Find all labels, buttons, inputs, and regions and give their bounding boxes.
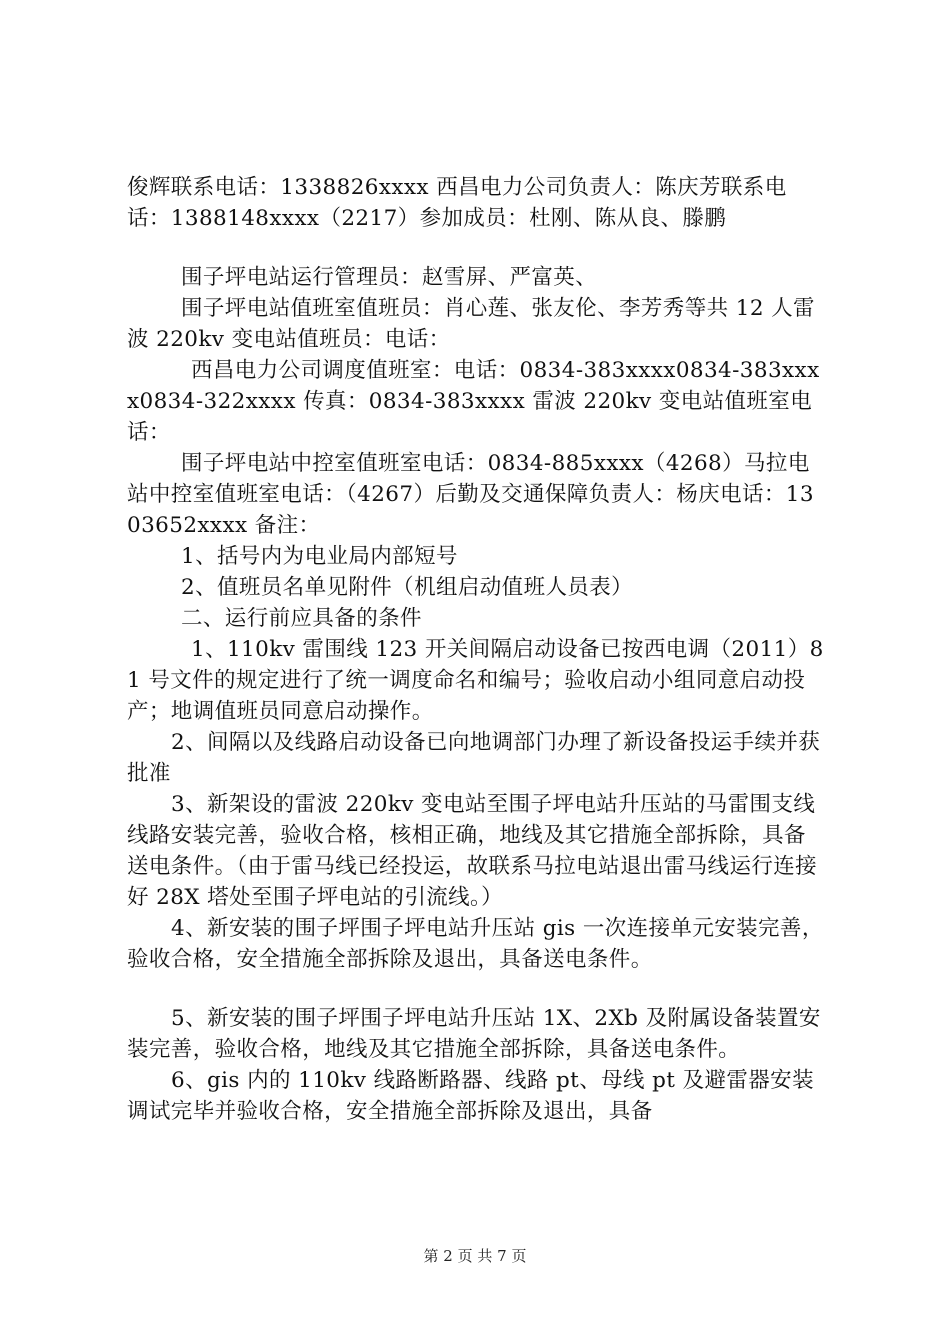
dispatch-phone-paragraph: 西昌电力公司调度值班室：电话：0834-383xxxx0834-383xxxx0834-322xxxx 传真：0834-383xxxx 雷波 220kv 变电站值班室电话： [127,358,820,445]
condition-item-6: 6、gis 内的 110kv 线路断路器、线路 pt、母线 pt 及避雷器安装调试完毕并验收合格，安全措施全部拆除及退出，具备 [127,1068,814,1124]
document-body [127,172,827,1127]
note-item-2: 2、值班员名单见附件（机组启动值班人员表） [181,575,634,600]
operations-manager-paragraph: 围子坪电站运行管理员：赵雪屏、严富英、 [181,265,598,290]
duty-staff-paragraph: 围子坪电站值班室值班员：肖心莲、张友伦、李芳秀等共 12 人雷波 220kv 变电站值班员：电话： [127,296,815,352]
condition-item-4: 4、新安装的围子坪围子坪电站升压站 gis 一次连接单元安装完善，验收合格，安全措施全部拆除及退出，具备送电条件。 [127,916,824,972]
condition-item-2: 2、间隔以及线路启动设备已向地调部门办理了新设备投运手续并获批准 [127,730,821,786]
page-footer [0,1245,950,1266]
page-number-label: 第 2 页 共 7 页 [423,1247,527,1265]
condition-item-1: 1、110kv 雷围线 123 开关间隔启动设备已按西电调（2011）81 号文件的规定进行了统一调度命名和编号；验收启动小组同意启动投产；地调值班员同意启动操作。 [127,637,824,724]
condition-item-5: 5、新安装的围子坪围子坪电站升压站 1X、2Xb 及附属设备装置安装完善，验收合格，地线及其它措施全部拆除，具备送电条件。 [127,1006,821,1062]
condition-item-3: 3、新架设的雷波 220kv 变电站至围子坪电站升压站的马雷围支线线路安装完善，验收合格，核相正确，地线及其它措施全部拆除，具备送电条件。（由于雷马线已经投运，故联系马拉电站退出雷马线运行连接好 28X 塔处至围子坪电站的引流线。） [127,792,818,910]
control-room-paragraph: 围子坪电站中控室值班室电话：0834-885xxxx（4268）马拉电站中控室值班室电话：（4267）后勤及交通保障负责人：杨庆电话：1303652xxxx 备注： [127,451,814,538]
contact-paragraph: 俊辉联系电话：1338826xxxx 西昌电力公司负责人：陈庆芳联系电话：1388148xxxx（2217）参加成员：杜刚、陈从良、滕鹏 [127,175,787,231]
section-heading: 二、运行前应具备的条件 [181,606,422,631]
note-item-1: 1、括号内为电业局内部短号 [181,544,458,569]
